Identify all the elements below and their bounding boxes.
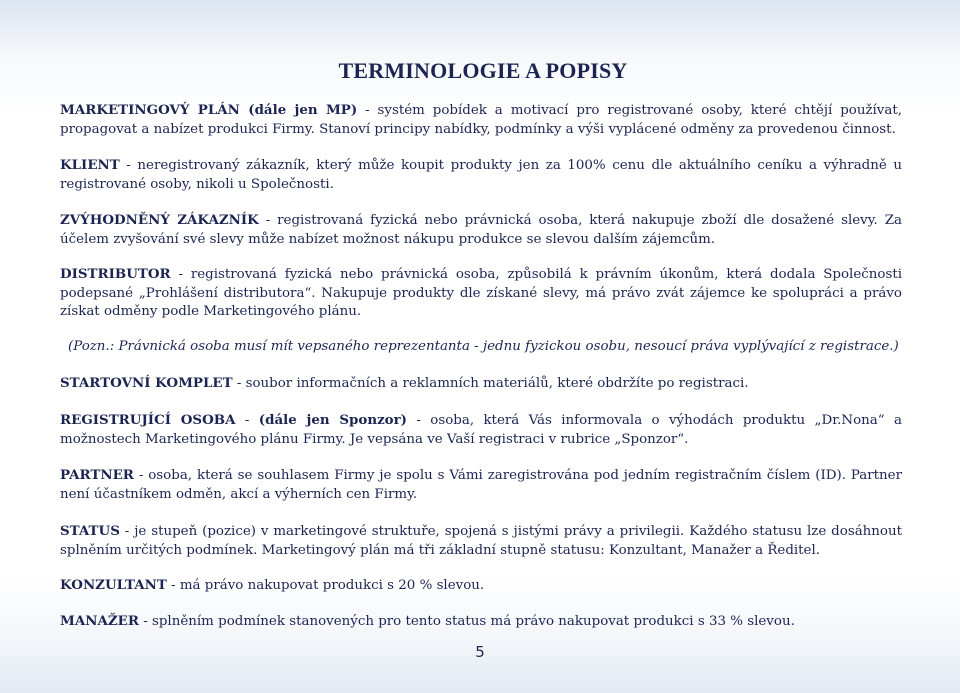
definition-text: - je stupeň (pozice) v marketingové struktuře, spojená s jistými právy a privilegii. Každého statusu lze dosáhnout splněním určitých podmínek. Marketingový plán má tři základní stupně statusu: Konzultant, Manažer a Ředitel. (60, 524, 902, 558)
definition-text: - registrovaná fyzická nebo právnická osoba, která nakupuje zboží dle dosažené slevy. Za účelem zvyšování své slevy může nabízet možnost nákupu produkce se slevou dalším zájemcům. (60, 213, 902, 247)
definition-text: - systém pobídek a motivací pro registrované osoby, které chtějí používat, propagovat a nabízet produkci Firmy. Stanoví principy nabídky, podmínky a výši vyplácené odměny za provedenou činnost. (60, 103, 902, 137)
definition-term-alias: (dále jen Sponzor) (258, 412, 408, 428)
definition-term: KONZULTANT (60, 577, 167, 593)
definition-registrujici-osoba (60, 411, 902, 449)
page-title: TERMINOLOGIE A POPISY (338, 58, 628, 83)
definition-term: STATUS (60, 523, 120, 539)
definition-term: STARTOVNÍ KOMPLET (60, 375, 233, 391)
definition-text: - osoba, která Vás informovala o výhodách produktu „Dr.Nona“ a možnostech Marketingového plánu Firmy. Je vepsána ve Vaší registraci v rubrice „Sponzor“. (60, 413, 902, 447)
definition-text: - má právo nakupovat produkci s 20 % slevou. (166, 578, 485, 593)
definition-konzultant (60, 576, 902, 596)
definition-manazer (60, 612, 902, 632)
definition-term: MARKETINGOVÝ PLÁN (dále jen MP) (60, 102, 358, 118)
definition-klient (60, 156, 902, 194)
definition-term: MANAŽER (60, 613, 139, 629)
definition-text: - osoba, která se souhlasem Firmy je spolu s Vámi zaregistrována pod jedním registračním číslem (ID). Partner není účastníkem odměn, akcí a výherních cen Firmy. (60, 468, 902, 502)
note-pravnicka-osoba: (Pozn.: Právnická osoba musí mít vepsaného reprezentanta - jednu fyzickou osobu, nesoucí práva vyplývající z registrace.) (68, 339, 899, 354)
definition-term: DISTRIBUTOR (60, 266, 171, 282)
definition-marketingovy-plan (60, 101, 902, 139)
definition-status (60, 522, 902, 560)
page-number: 5 (475, 643, 485, 661)
definition-partner (60, 466, 902, 504)
definition-distributor (60, 265, 902, 322)
definition-text: - splněním podmínek stanovených pro tento status má právo nakupovat produkci s 33 % slevou. (138, 614, 795, 629)
definition-text: - soubor informačních a reklamních materiálů, které obdržíte po registraci. (232, 376, 749, 391)
definition-zvyhodneny-zakaznik (60, 211, 902, 249)
definition-term: KLIENT (60, 157, 120, 173)
definition-text-separator: - (235, 413, 259, 428)
definition-term: ZVÝHODNĚNÝ ZÁKAZNÍK (60, 212, 259, 228)
definition-text: - registrovaná fyzická nebo právnická osoba, způsobilá k právním úkonům, která dodala Společnosti podepsané „Prohlášení distributora“. Nakupuje produkty dle získané slevy, má právo zvát zájemce ke spolupráci a právo získat odměny podle Marketingového plánu. (60, 267, 902, 320)
definition-term: PARTNER (60, 467, 134, 483)
definition-startovni-komplet (60, 374, 902, 394)
definition-term: REGISTRUJÍCÍ OSOBA (60, 412, 236, 428)
definition-text: - neregistrovaný zákazník, který může koupit produkty jen za 100% cenu dle aktuálního ceníku a výhradně u registrované osoby, nikoli u Společnosti. (60, 158, 902, 192)
